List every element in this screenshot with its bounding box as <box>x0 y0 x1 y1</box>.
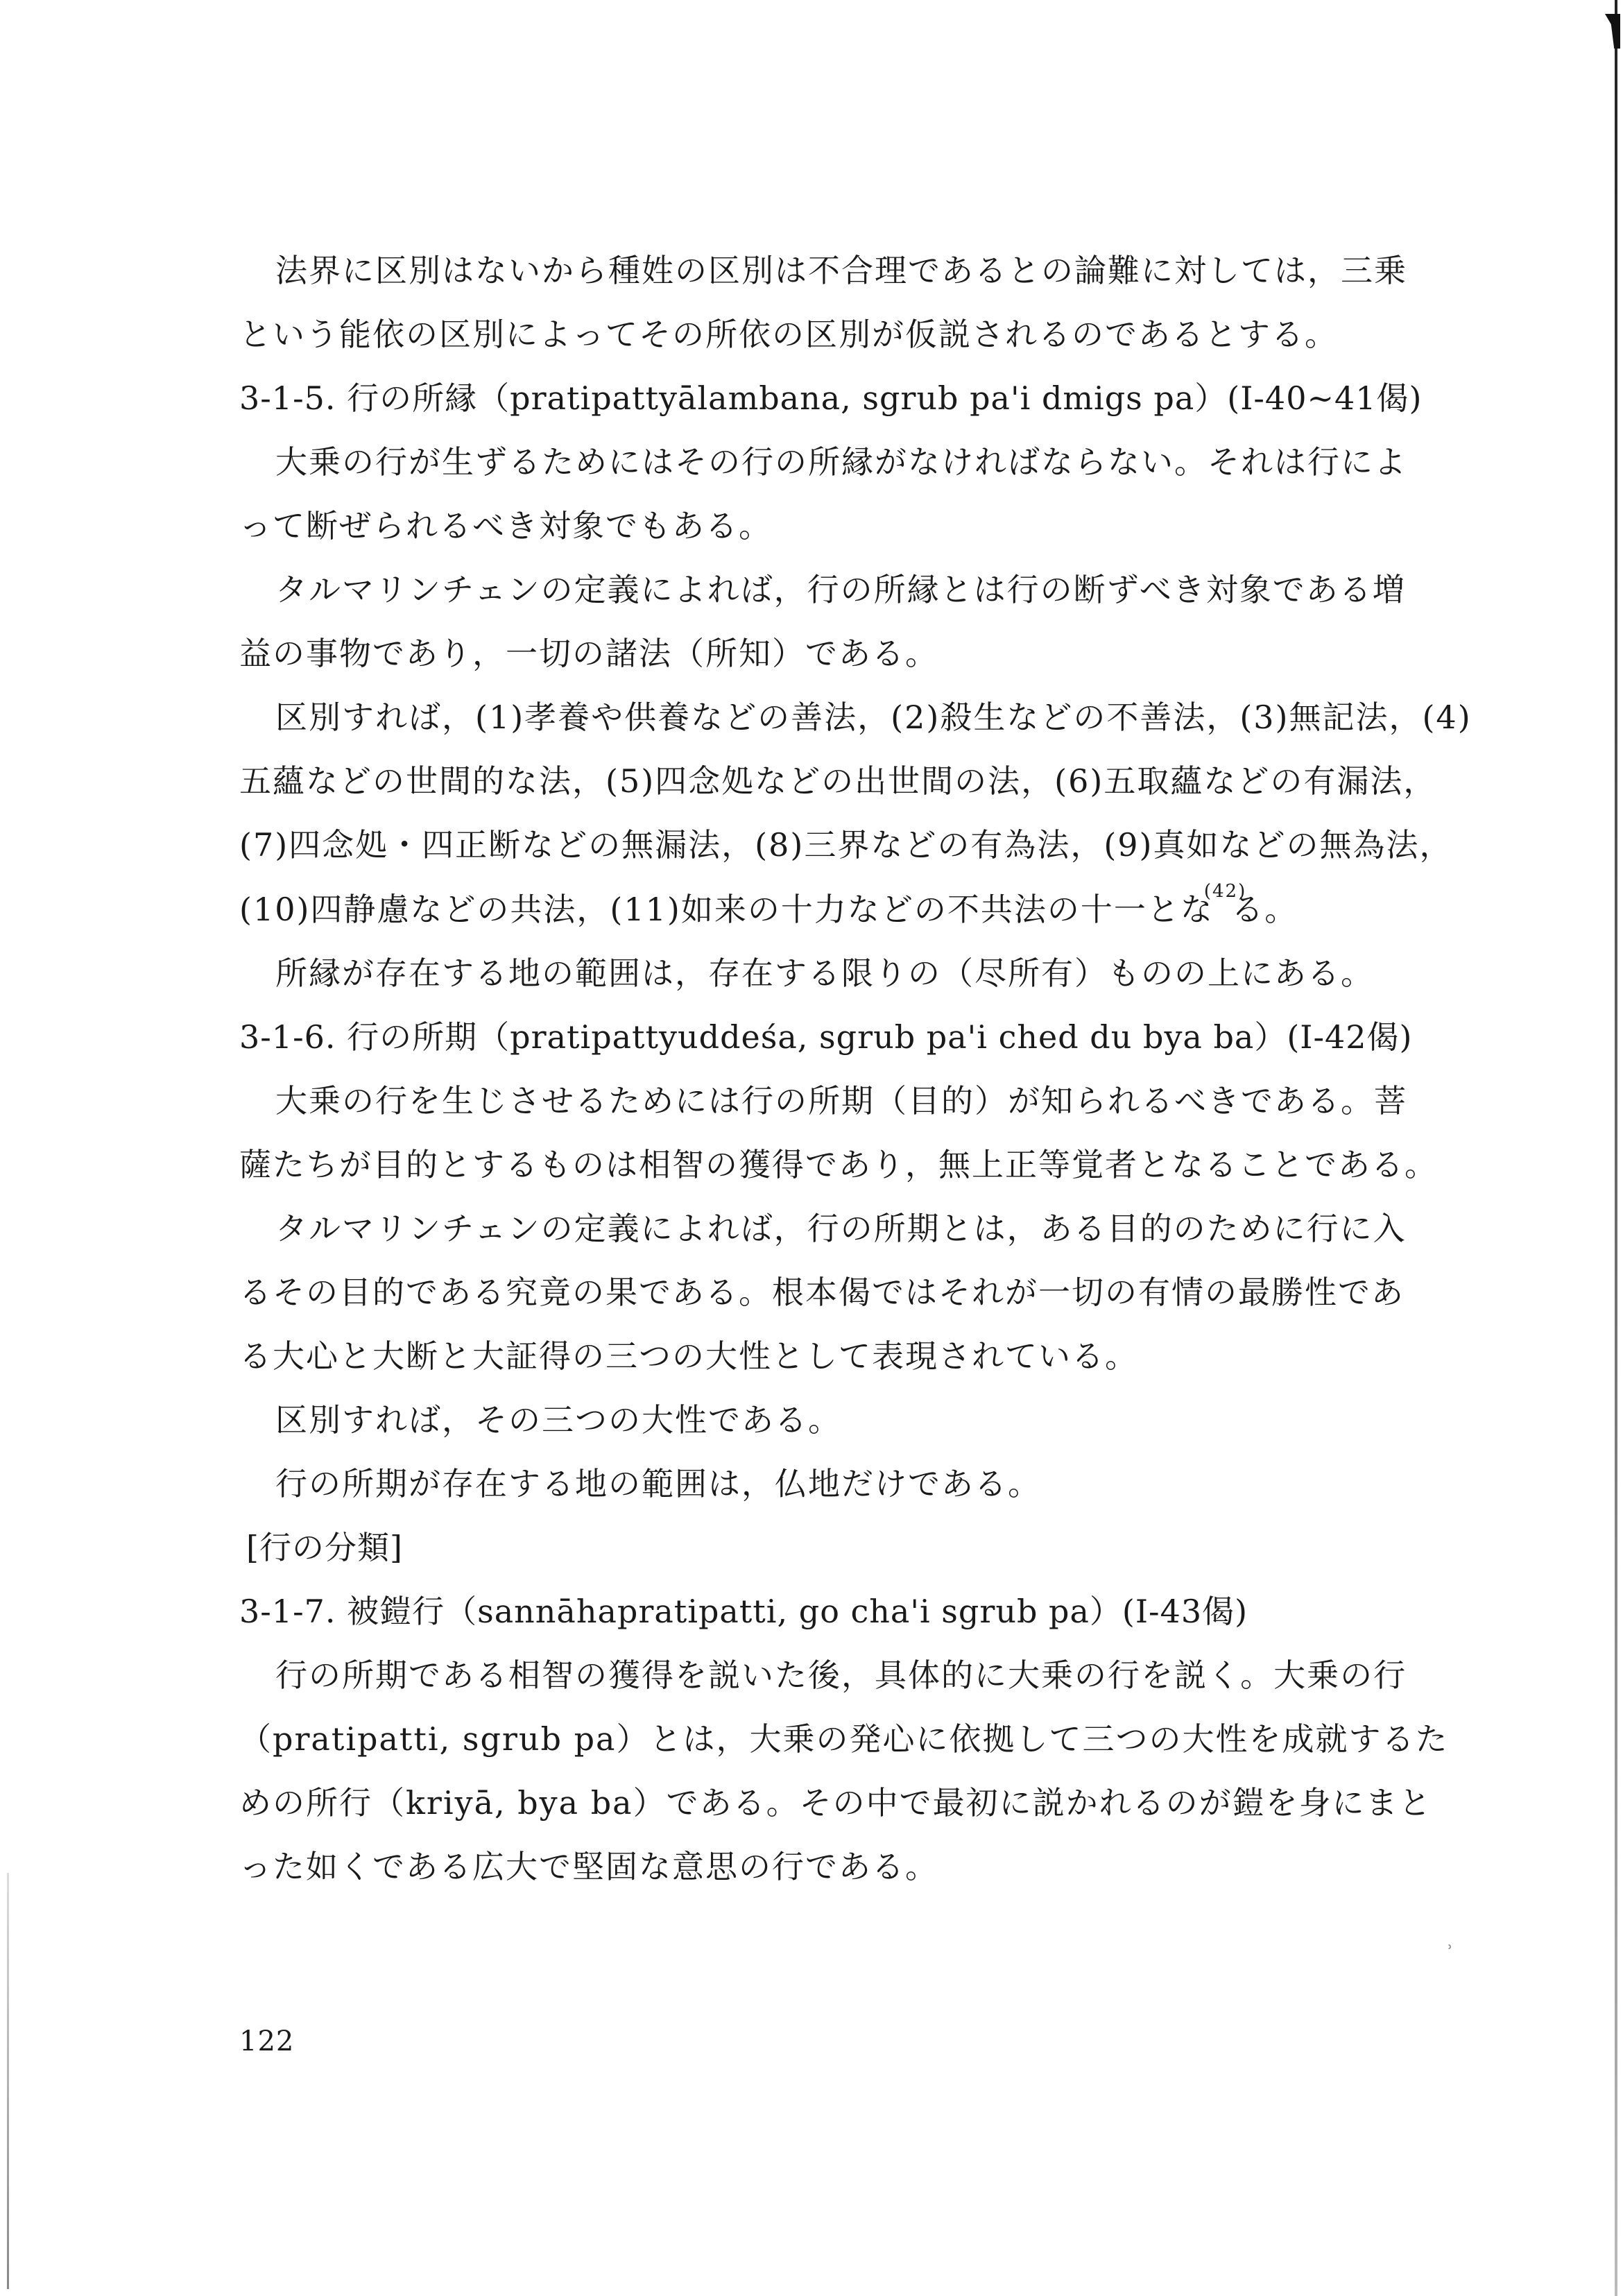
section-heading: 3-1-7. 被鎧行（sannāhapratipatti, go cha'i sgrub pa）(I-43偈) <box>239 1593 1248 1630</box>
text-line: タルマリンチェンの定義によれば，行の所期とは，ある目的のために行に入 <box>275 1210 1407 1247</box>
text-line: 行の所期である相智の獲得を説いた後，具体的に大乗の行を説く。大乗の行 <box>275 1656 1407 1694</box>
text-line: って断ぜられるべき対象でもある。 <box>239 507 772 545</box>
text-line: 益の事物であり，一切の諸法（所知）である。 <box>239 635 938 672</box>
page-edge-mark <box>1605 14 1620 49</box>
text-line: 大乗の行が生ずるためにはその行の所縁がなければならない。それは行によ <box>275 443 1407 481</box>
text-line: (7)四念処・四正断などの無漏法，(8)三界などの有為法，(9)真如などの無為法， <box>239 826 1453 864</box>
text-line: 行の所期が存在する地の範囲は，仏地だけである。 <box>275 1465 1041 1502</box>
text-line: という能依の区別によってその所依の区別が仮説されるのであるとする。 <box>239 316 1338 353</box>
text-line: るその目的である究竟の果である。根本偈ではそれが一切の有情の最勝性であ <box>239 1274 1405 1311</box>
section-heading: 3-1-5. 行の所縁（pratipattyālambana, sgrub pa'i dmigs pa）(I-40~41偈) <box>239 379 1423 417</box>
page-edge-left-shadow <box>7 1873 9 2289</box>
text-line: った如くである広大で堅固な意思の行である。 <box>239 1848 938 1885</box>
text-line: タルマリンチェンの定義によれば，行の所縁とは行の断ずべき対象である増 <box>275 571 1406 608</box>
text-line-tail: る。 <box>1231 891 1298 928</box>
page-number: 122 <box>239 2025 295 2057</box>
text-line-body: (10)四静慮などの共法，(11)如来の十力などの不共法の十一とな <box>239 891 1214 928</box>
text-line: 所縁が存在する地の範囲は，存在する限りの（尽所有）ものの上にある。 <box>275 954 1374 992</box>
scan-speck: ʾ <box>1448 1942 1453 1963</box>
subsection-heading: [行の分類] <box>246 1529 403 1566</box>
text-line: めの所行（kriyā, bya ba）である。その中で最初に説かれるのが鎧を身にまと <box>239 1784 1432 1822</box>
text-line: る大心と大断と大証得の三つの大性として表現されている。 <box>239 1337 1138 1375</box>
section-heading: 3-1-6. 行の所期（pratipattyuddeśa, sgrub pa'i ched du bya ba）(I-42偈) <box>239 1018 1413 1056</box>
page-edge-shadow <box>1615 0 1617 2296</box>
text-line: 薩たちが目的とするものは相智の獲得であり，無上正等覚者となることである。 <box>239 1146 1438 1183</box>
text-line: 法界に区別はないから種姓の区別は不合理であるとの論難に対しては，三乗 <box>275 252 1407 289</box>
text-line: （pratipatti, sgrub pa）とは，大乗の発心に依拠して三つの大性を成就するた <box>239 1720 1449 1758</box>
text-line <box>239 881 1470 928</box>
body-text <box>239 253 1470 1913</box>
text-line: 大乗の行を生じさせるためには行の所期（目的）が知られるべきである。菩 <box>275 1082 1407 1120</box>
text-line: 区別すれば，(1)孝養や供養などの善法，(2)殺生などの不善法，(3)無記法，(4) <box>275 699 1472 736</box>
footnote-ref: (42) <box>1203 881 1247 902</box>
text-line: 区別すれば，その三つの大性である。 <box>275 1401 841 1439</box>
text-line: 五蘊などの世間的な法，(5)四念処などの出世間の法，(6)五取蘊などの有漏法， <box>239 762 1437 800</box>
